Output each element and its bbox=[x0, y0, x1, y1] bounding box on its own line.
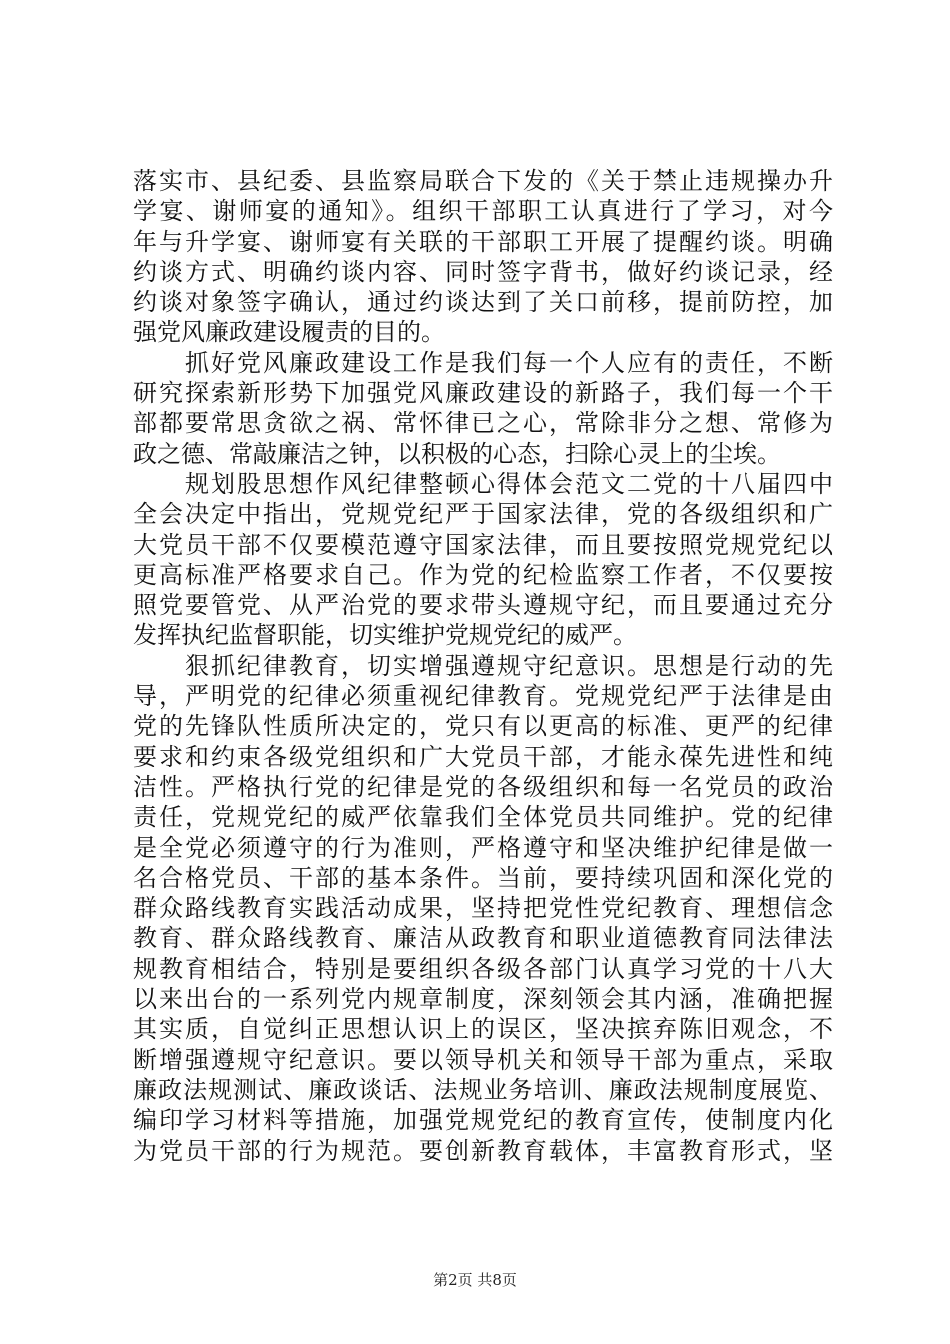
text-line: 责任，党规党纪的威严依靠我们全体党员共同维护。党的纪律 bbox=[133, 803, 833, 832]
document-body bbox=[133, 166, 833, 1166]
text-line: 约谈对象签字确认，通过约谈达到了关口前移，提前防控，加 bbox=[133, 288, 833, 317]
text-line: 以来出台的一系列党内规章制度，深刻领会其内涵，准确把握 bbox=[133, 985, 833, 1014]
text-line: 断增强遵规守纪意识。要以领导机关和领导干部为重点，采取 bbox=[133, 1045, 833, 1074]
text-line: 群众路线教育实践活动成果，坚持把党性党纪教育、理想信念 bbox=[133, 894, 833, 923]
text-line: 抓好党风廉政建设工作是我们每一个人应有的责任，不断 bbox=[133, 348, 833, 377]
text-line: 规划股思想作风纪律整顿心得体会范文二党的十八届四中 bbox=[133, 469, 833, 498]
text-line: 为党员干部的行为规范。要创新教育载体，丰富教育形式，坚 bbox=[133, 1136, 833, 1165]
text-line: 名合格党员、干部的基本条件。当前，要持续巩固和深化党的 bbox=[133, 863, 833, 892]
text-line: 洁性。严格执行党的纪律是党的各级组织和每一名党员的政治 bbox=[133, 772, 833, 801]
text-line: 导，严明党的纪律必须重视纪律教育。党规党纪严于法律是由 bbox=[133, 682, 833, 711]
text-line: 全会决定中指出，党规党纪严于国家法律，党的各级组织和广 bbox=[133, 500, 833, 529]
page-footer: 第2页 共8页 bbox=[433, 1271, 517, 1289]
text-line: 发挥执纪监督职能，切实维护党规党纪的威严。 bbox=[133, 621, 637, 650]
text-line: 是全党必须遵守的行为准则，严格遵守和坚决维护纪律是做一 bbox=[133, 833, 833, 862]
text-line: 落实市、县纪委、县监察局联合下发的《关于禁止违规操办升 bbox=[133, 167, 833, 195]
text-line: 大党员干部不仅要模范遵守国家法律，而且要按照党规党纪以 bbox=[133, 530, 833, 559]
text-line: 党的先锋队性质所决定的，党只有以更高的标准、更严的纪律 bbox=[133, 712, 833, 741]
text-line: 更高标准严格要求自己。作为党的纪检监察工作者，不仅要按 bbox=[133, 560, 833, 589]
text-line: 廉政法规测试、廉政谈话、法规业务培训、廉政法规制度展览、 bbox=[133, 1075, 833, 1104]
text-line: 学宴、谢师宴的通知》。组织干部职工认真进行了学习，对今 bbox=[133, 197, 833, 226]
text-line: 政之德、常敲廉洁之钟，以积极的心态，扫除心灵上的尘埃。 bbox=[133, 439, 781, 468]
text-line: 编印学习材料等措施，加强党规党纪的教育宣传，使制度内化 bbox=[133, 1106, 833, 1135]
text-line: 强党风廉政建设履责的目的。 bbox=[133, 318, 445, 347]
text-line: 规教育相结合，特别是要组织各级各部门认真学习党的十八大 bbox=[133, 954, 833, 983]
text-line: 研究探索新形势下加强党风廉政建设的新路子，我们每一个干 bbox=[133, 379, 833, 408]
text-line: 教育、群众路线教育、廉洁从政教育和职业道德教育同法律法 bbox=[133, 924, 833, 953]
text-line: 其实质，自觉纠正思想认识上的误区，坚决摈弃陈旧观念，不 bbox=[133, 1015, 833, 1044]
text-line: 部都要常思贪欲之祸、常怀律已之心，常除非分之想、常修为 bbox=[133, 409, 833, 438]
text-line: 年与升学宴、谢师宴有关联的干部职工开展了提醒约谈。明确 bbox=[133, 227, 833, 256]
text-line: 狠抓纪律教育，切实增强遵规守纪意识。思想是行动的先 bbox=[133, 651, 833, 680]
text-line: 要求和约束各级党组织和广大党员干部，才能永葆先进性和纯 bbox=[133, 742, 833, 771]
text-line: 照党要管党、从严治党的要求带头遵规守纪，而且要通过充分 bbox=[133, 591, 833, 620]
text-line: 约谈方式、明确约谈内容、同时签字背书，做好约谈记录，经 bbox=[133, 257, 833, 286]
